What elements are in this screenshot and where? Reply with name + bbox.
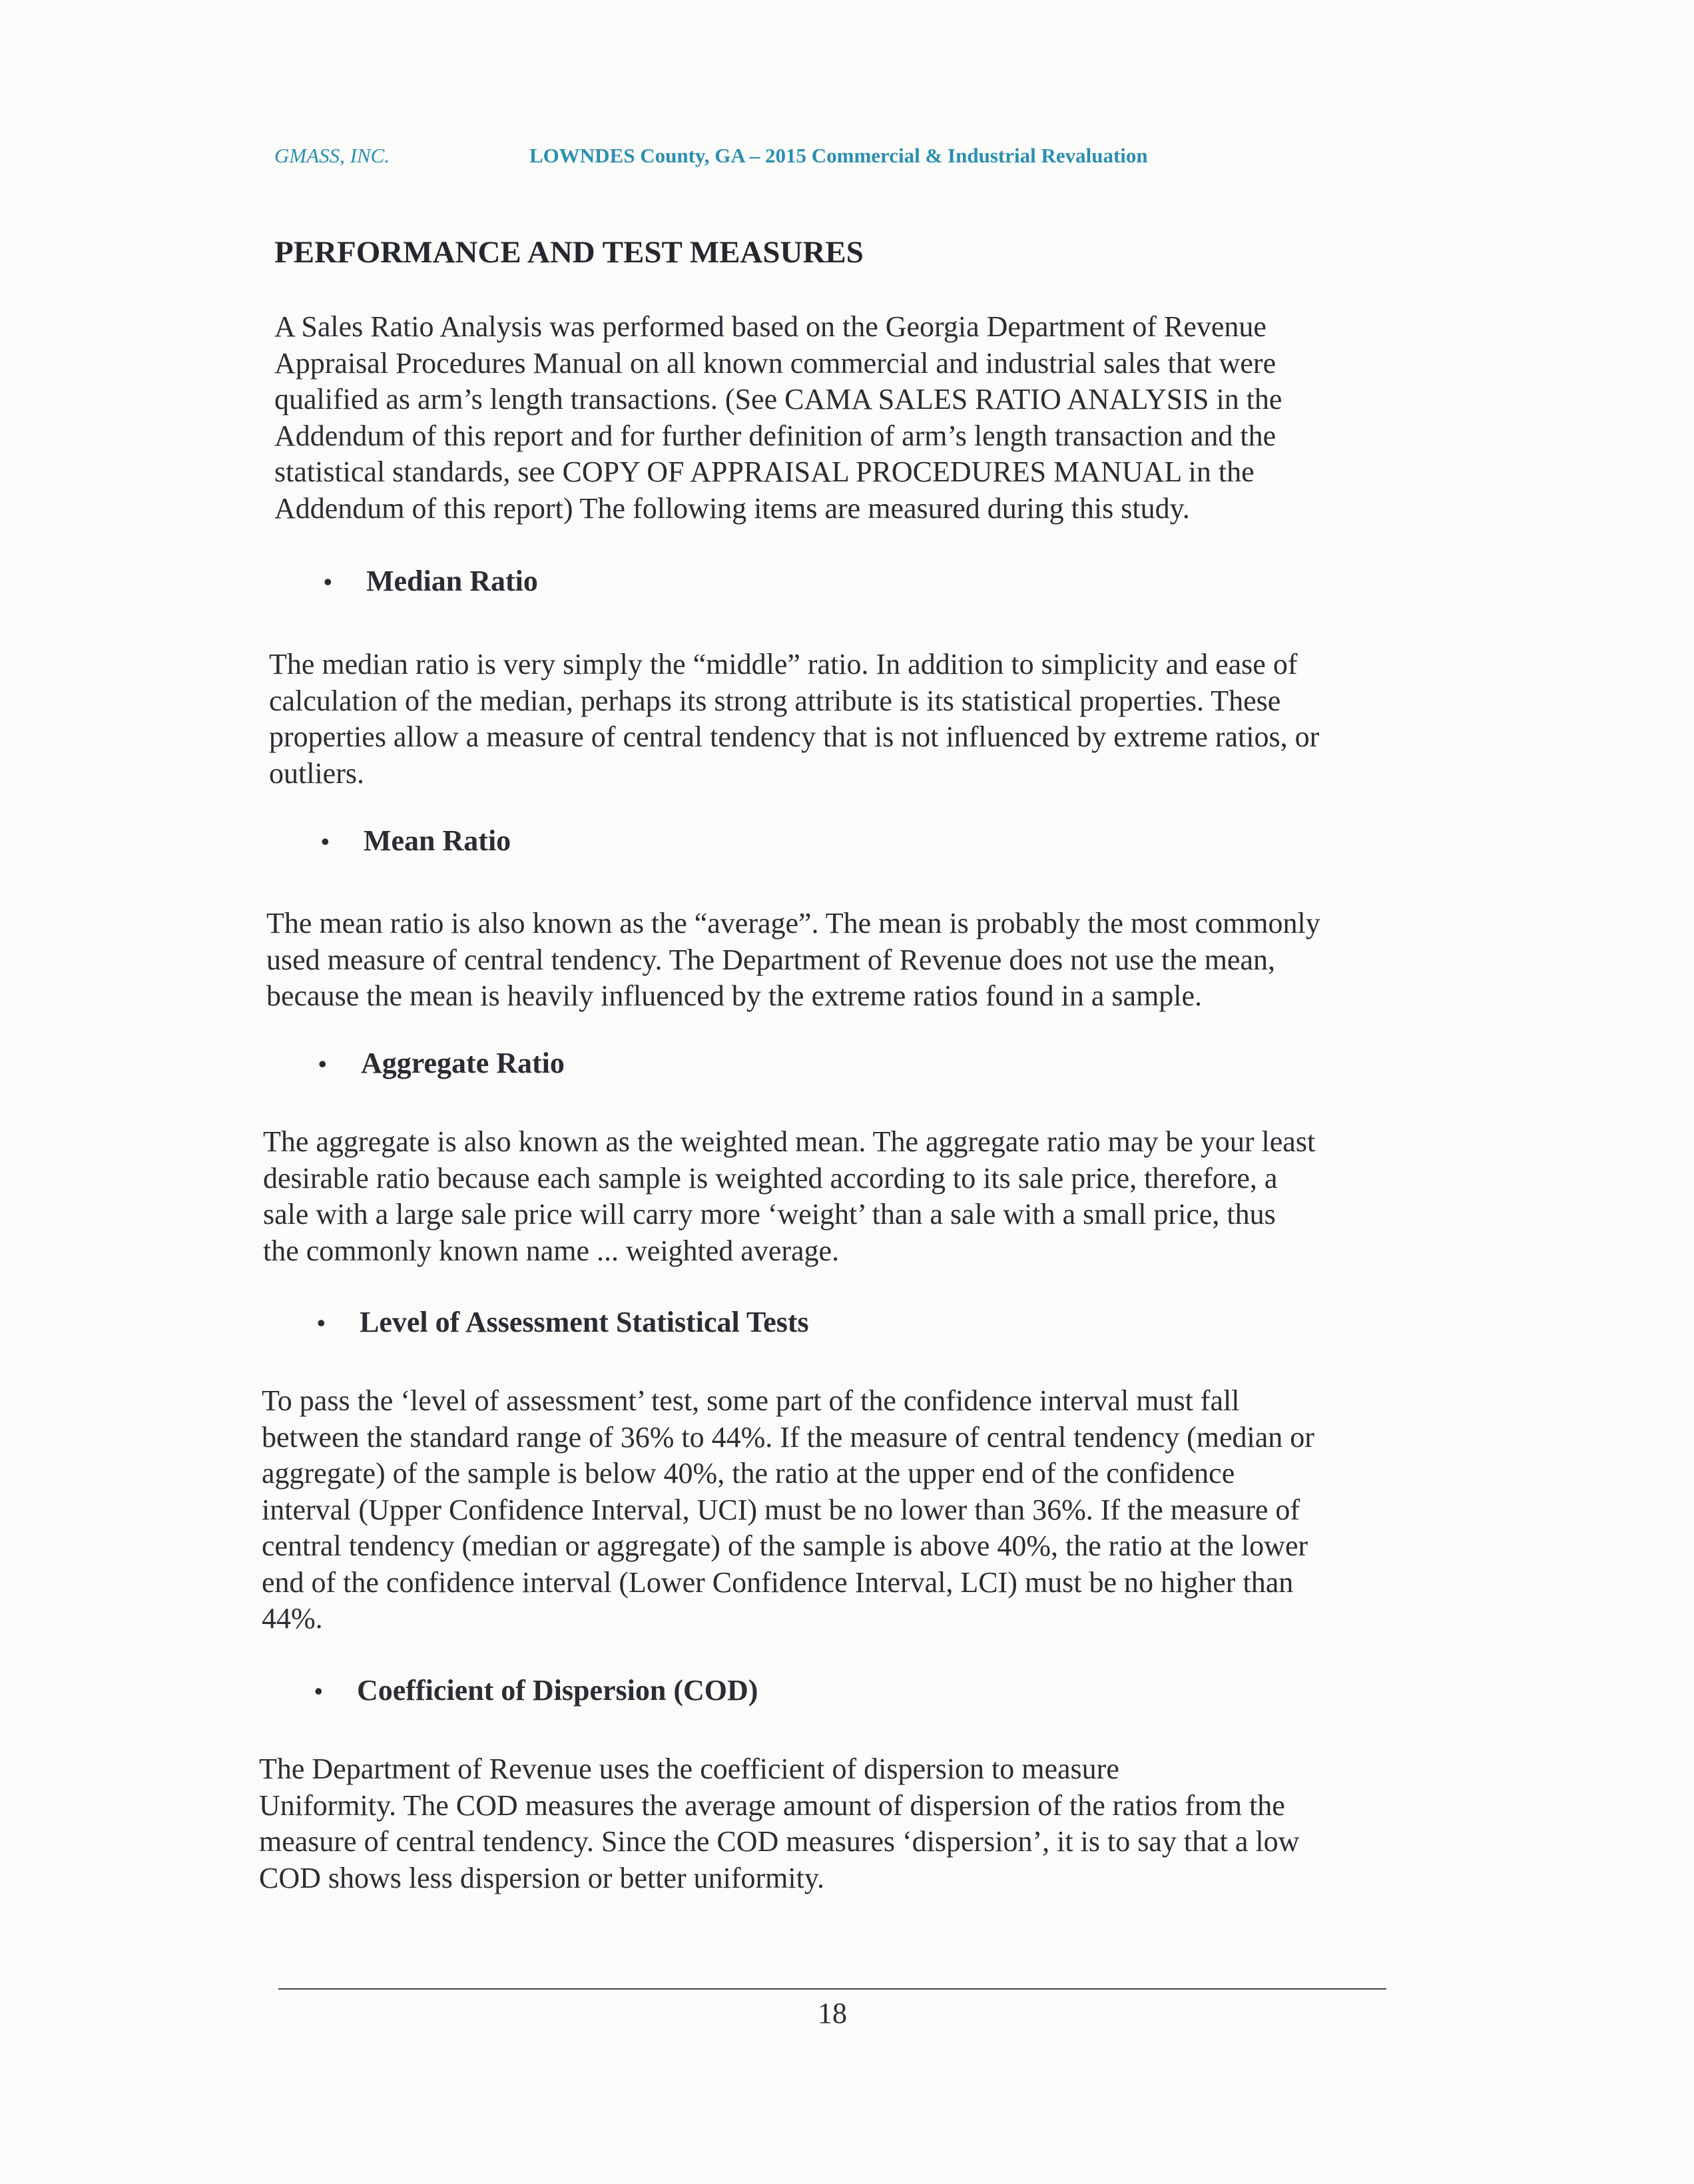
text-line: end of the confidence interval (Lower Confidence Interval, LCI) must be no higher than xyxy=(262,1565,1294,1599)
heading-text: Coefficient of Dispersion (COD) xyxy=(357,1674,758,1707)
text-line: The aggregate is also known as the weighted mean. The aggregate ratio may be your least xyxy=(263,1125,1316,1158)
header-report-title: LOWNDES County, GA – 2015 Commercial & Industrial Revaluation xyxy=(529,144,1148,167)
text-line: the commonly known name ... weighted average. xyxy=(263,1234,840,1267)
text-line: The mean ratio is also known as the “average”. The mean is probably the most commonly xyxy=(266,907,1320,940)
text-line: central tendency (median or aggregate) of the sample is above 40%, the ratio at the lower xyxy=(262,1529,1308,1562)
text-line: Addendum of this report and for further definition of arm’s length transaction and the xyxy=(274,419,1276,452)
text-line: because the mean is heavily influenced by the extreme ratios found in a sample. xyxy=(266,979,1203,1012)
bullet-heading-level-of-assessment xyxy=(317,1305,809,1339)
mean-paragraph xyxy=(266,906,1320,1015)
text-line: A Sales Ratio Analysis was performed based on the Georgia Department of Revenue xyxy=(274,310,1267,343)
header-company: GMASS, INC. xyxy=(274,144,390,167)
text-line: used measure of central tendency. The Department of Revenue does not use the mean, xyxy=(266,943,1275,976)
text-line: between the standard range of 36% to 44%. If the measure of central tendency (median or xyxy=(262,1420,1314,1454)
bullet-heading-cod xyxy=(314,1673,758,1707)
heading-text: Median Ratio xyxy=(366,565,538,597)
median-paragraph xyxy=(269,647,1319,792)
bullet-icon: • xyxy=(314,1678,323,1705)
text-line: desirable ratio because each sample is weighted according to its sale price, therefore, a xyxy=(263,1161,1278,1195)
text-line: The median ratio is very simply the “middle” ratio. In addition to simplicity and ease of xyxy=(269,648,1298,681)
text-line: properties allow a measure of central tendency that is not influenced by extreme ratios, or xyxy=(269,720,1320,753)
text-line: interval (Upper Confidence Interval, UCI) must be no lower than 36%. If the measure of xyxy=(262,1493,1300,1526)
text-line: 44%. xyxy=(262,1602,323,1635)
text-line: To pass the ‘level of assessment’ test, some part of the confidence interval must fall xyxy=(262,1384,1240,1417)
heading-text: Mean Ratio xyxy=(364,824,511,857)
bullet-icon: • xyxy=(317,1310,326,1336)
text-line: statistical standards, see COPY OF APPRAISAL PROCEDURES MANUAL in the xyxy=(274,455,1255,488)
bullet-heading-median xyxy=(324,564,538,598)
text-line: Uniformity. The COD measures the average amount of dispersion of the ratios from the xyxy=(259,1788,1285,1822)
bullet-icon: • xyxy=(321,828,330,855)
heading-text: Aggregate Ratio xyxy=(361,1047,565,1079)
text-line: Addendum of this report) The following items are measured during this study. xyxy=(274,491,1190,525)
text-line: sale with a large sale price will carry more ‘weight’ than a sale with a small price, thus xyxy=(263,1198,1276,1230)
aggregate-paragraph xyxy=(263,1124,1315,1269)
text-line: outliers. xyxy=(269,756,364,790)
bullet-heading-mean xyxy=(321,824,511,858)
heading-text: Level of Assessment Statistical Tests xyxy=(360,1306,809,1338)
text-line: calculation of the median, perhaps its strong attribute is its statistical properties. These xyxy=(269,684,1281,717)
text-line: measure of central tendency. Since the COD measures ‘dispersion’, it is to say that a low xyxy=(259,1825,1300,1858)
cod-paragraph xyxy=(259,1751,1299,1896)
bullet-icon: • xyxy=(324,569,332,595)
page-number: 18 xyxy=(818,1997,847,2030)
bullet-icon: • xyxy=(318,1051,327,1077)
text-line: The Department of Revenue uses the coefficient of dispersion to measure xyxy=(259,1753,1119,1785)
section-title: PERFORMANCE AND TEST MEASURES xyxy=(274,235,864,270)
text-line: qualified as arm’s length transactions. (See CAMA SALES RATIO ANALYSIS in the xyxy=(274,383,1282,415)
text-line: Appraisal Procedures Manual on all known commercial and industrial sales that were xyxy=(274,346,1276,380)
text-line: aggregate) of the sample is below 40%, the ratio at the upper end of the confidence xyxy=(262,1457,1235,1490)
text-line: COD shows less dispersion or better uniformity. xyxy=(259,1861,824,1894)
footer-divider xyxy=(278,1988,1386,1990)
intro-paragraph xyxy=(274,309,1282,527)
level-of-assessment-paragraph xyxy=(262,1383,1314,1637)
bullet-heading-aggregate xyxy=(318,1046,565,1080)
